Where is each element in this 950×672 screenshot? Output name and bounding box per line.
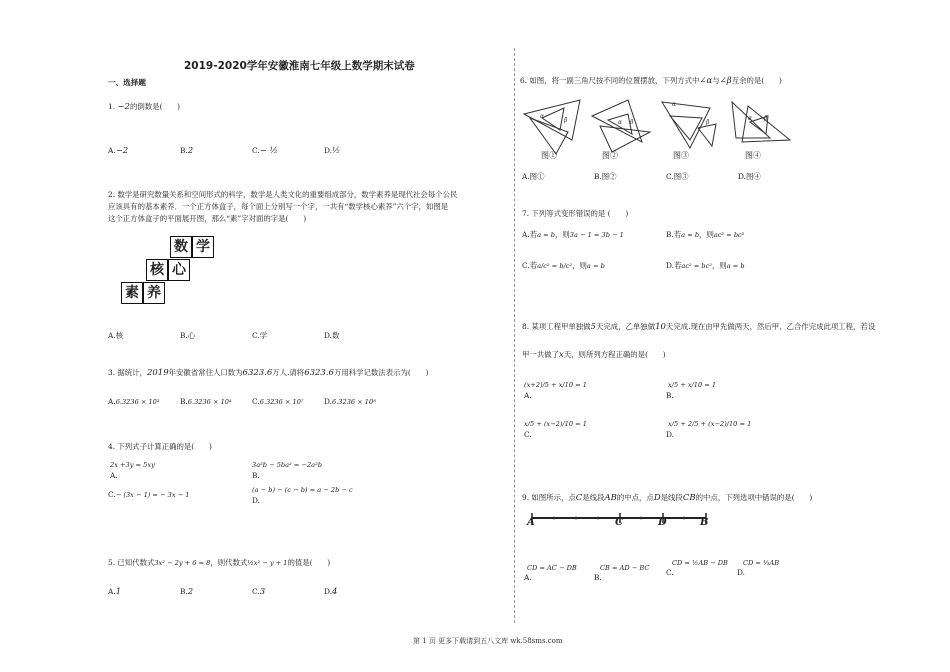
q3-option-b[interactable]: B.6.3236 × 10⁴ [180,397,232,406]
svg-text:α: α [748,115,753,122]
q1-option-b[interactable]: B.2 [180,146,194,156]
question-9: 9. 如图所示，点C是线段AB的中点，点D是线段CB的中点，下列选项中错误的是( ) [522,493,813,503]
q1-option-a[interactable]: A.−2 [108,146,129,156]
question-1: 1. −2的倒数是( ) [108,102,181,112]
q9-option-a[interactable]: CD = AC − DB [527,564,577,572]
svg-text:β: β [706,119,710,126]
q2-option-b[interactable]: B.心 [180,331,196,340]
page-footer: 第 1 页 更多下载请到五八文库 wk.58sms.com [413,637,563,645]
q4-option-a[interactable]: 2x +3y = 5xy [110,461,155,469]
question-8-line2: 甲一共做了x天，则所列方程正确的是( ) [522,350,666,360]
question-3: 3. 据统计，2019年安徽省常住人口数为6323.6万人.请将6323.6万用科学记数法表示为( ) [108,368,429,378]
q5-option-a[interactable]: A.1 [108,587,122,597]
q7-option-a[interactable]: A.若a = b，则3a − 1 = 3b − 1 [522,230,624,239]
net-cell: 心 [168,259,190,281]
figure-label: 图② [602,151,618,160]
svg-text:β: β [764,115,768,122]
svg-text:β: β [564,117,568,124]
q5-option-d[interactable]: D.4 [324,587,338,597]
q1-option-d[interactable]: D.½ [324,146,341,156]
net-cell: 素 [121,282,143,304]
q4-option-d[interactable]: (a − b) − (c − b) = a − 2b − c [252,486,353,494]
net-cell: 数 [170,236,192,258]
q8-option-c[interactable]: x/5 + (x−2)/10 = 1 [524,420,587,428]
q3-option-a[interactable]: A.6.3236 × 10³ [108,397,160,406]
point-label-d: D [658,517,667,528]
q8-option-b[interactable]: x/5 + x/10 = 1 [668,381,717,389]
q2-option-d[interactable]: D.数 [324,331,340,340]
q5-option-c[interactable]: C.3 [252,587,266,597]
q6-option-b[interactable]: B.图② [594,172,617,181]
q1-option-c[interactable]: C.− ½ [252,146,278,156]
q6-option-c[interactable]: C.图③ [666,172,689,181]
q3-option-c[interactable]: C.6.3236 × 10⁷ [252,397,304,406]
svg-text:α: α [618,119,623,126]
net-cell: 学 [192,236,214,258]
question-5: 5. 已知代数式3x² − 2y + 6 = 8，则代数式½x² − y + 1的值是( ) [108,558,331,567]
q8-option-a[interactable]: (x+2)/5 + x/10 = 1 [524,381,587,389]
section-heading: 一、选择题 [108,78,146,87]
q7-option-b[interactable]: B.若a = b，则ac² = bc² [666,230,745,239]
question-7: 7. 下列等式变形错误的是 ( ) [522,209,629,218]
q4-option-b[interactable]: 3a²b − 5ba² = −2a²b [252,461,322,469]
q3-option-d[interactable]: D.6.3236 × 10⁸ [324,397,376,406]
q8-option-d[interactable]: x/5 + 2/5 + (x−2)/10 = 1 [668,420,752,428]
q6-option-a[interactable]: A.图① [522,172,545,181]
page-title: 2019-2020学年安徽淮南七年级上数学期末试卷 [184,60,415,72]
q2-option-c[interactable]: C.学 [252,331,268,340]
q7-option-c[interactable]: C.若a/c² = b/c²，则a = b [522,261,605,270]
svg-text:β: β [630,119,634,126]
q9-option-d[interactable]: CD = ⅓AB [743,559,780,567]
question-4: 4. 下列式子计算正确的是( ) [108,442,212,451]
q5-option-b[interactable]: B.2 [180,587,194,597]
question-8-line1: 8. 某项工程甲单独做5天完成，乙单独做10天完成.现在由甲先做两天，然后甲、乙合作完成此项工程，若设 [522,322,876,332]
q9-option-c[interactable]: CD = ½AB − DB [672,559,728,567]
svg-text:α: α [540,113,545,120]
question-2-line3: 这个正方体盒子的平面展开图，那么“素”字对面的字是( ) [108,214,307,223]
figure-label: 图③ [673,151,689,160]
q9-option-b[interactable]: CB = AD − BC [600,564,650,572]
q6-option-d[interactable]: D.图④ [738,172,761,181]
figure-label: 图① [541,151,557,160]
question-2-line2: 应该具有的基本素养．一个正方体盒子，每个面上分别写一个字，一共有“数学核心素养”六个字，如图是 [108,202,449,211]
net-cell: 养 [143,282,165,304]
question-6: 6. 如图，将一副三角尺按不同的位置摆放，下列方式中∠α与∠β互余的是( ) [520,76,782,86]
net-cell: 核 [146,259,168,281]
point-label-c: C [615,517,623,528]
q7-option-d[interactable]: D.若ac² = bc²，则a = b [666,261,745,270]
q4-option-c[interactable]: C.− (3x − 1) = − 3x − 1 [108,490,190,499]
svg-text:α: α [672,101,677,108]
column-divider [514,48,515,623]
figure-label: 图④ [745,151,761,160]
point-label-a: A [527,517,535,528]
q2-option-a[interactable]: A.核 [108,331,124,340]
point-label-b: B [700,517,709,528]
question-2-line1: 2. 数学是研究数量关系和空间形式的科学，数学是人类文化的重要组成部分，数学素养是现代社会每个公民 [108,190,458,199]
